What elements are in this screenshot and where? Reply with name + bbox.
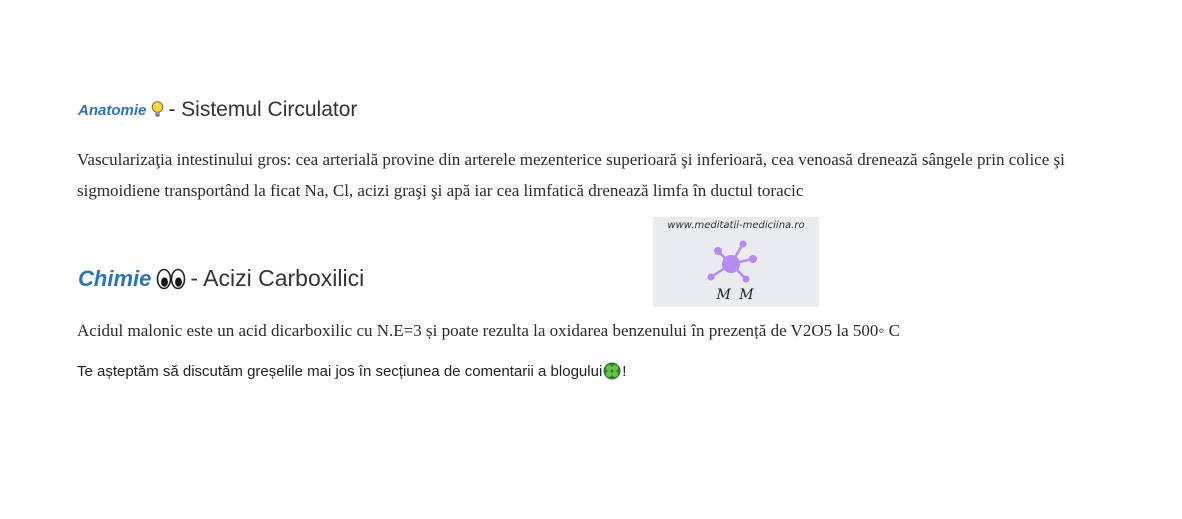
lightbulb-icon xyxy=(151,101,164,119)
four-leaf-clover-icon xyxy=(603,362,621,380)
eyes-icon xyxy=(156,268,186,290)
anatomie-subject-label: Anatomie xyxy=(78,101,147,119)
chimie-subject-label: Chimie xyxy=(78,265,152,291)
chimie-title: - Acizi Carboxilici xyxy=(190,265,365,291)
chimie-paragraph: Acidul malonic este un acid dicarboxilic cu N.E=3 și poate rezulta la oxidarea benzenului în prezență de V2O5 la 500◦ C xyxy=(77,321,900,340)
meditatii-logo-image xyxy=(653,217,819,307)
invite-text: Te așteptăm să discutăm greșelile mai jos în secțiunea de comentarii a blogului xyxy=(77,362,603,380)
comment-invite-text xyxy=(77,362,626,380)
chimie-heading xyxy=(78,265,364,292)
anatomie-title: - Sistemul Circulator xyxy=(168,98,358,121)
molecule-icon xyxy=(703,237,763,287)
anatomie-heading xyxy=(78,98,357,122)
logo-initials: M M xyxy=(716,287,756,303)
logo-url-text: www.meditatii-mediciina.ro xyxy=(667,220,805,231)
anatomie-paragraph: Vascularizaţia intestinului gros: cea arterială provine din arterele mezenterice superioară şi inferioară, cea venoasă drenează sângele prin colice şi sigmoidiene transportând la ficat Na, Cl, acizi graşi şi apă iar cea limfatică drenează limfa în ductul toracic xyxy=(77,150,1065,200)
invite-suffix: ! xyxy=(622,362,627,380)
